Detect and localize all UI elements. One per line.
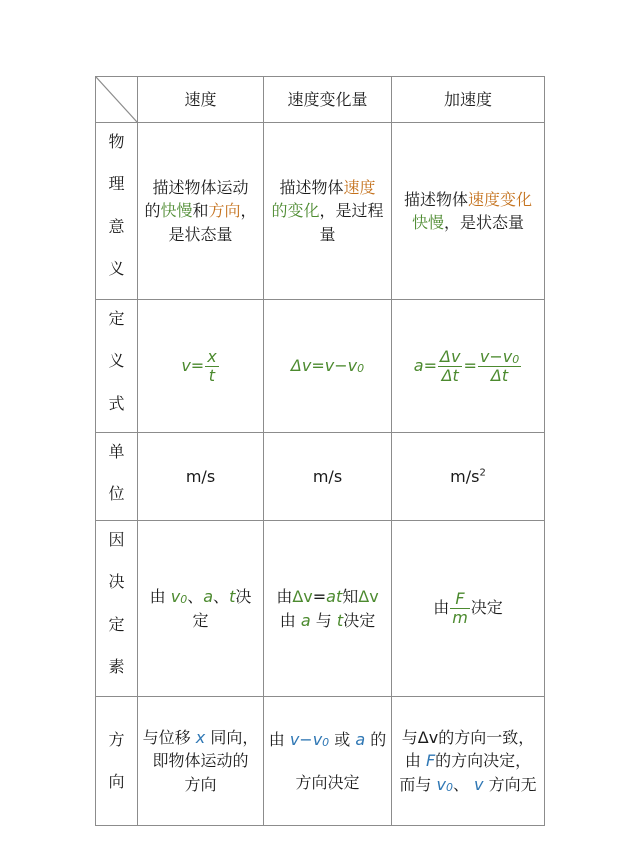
text: 的: [144, 201, 161, 221]
cell-acceleration-factor: [392, 521, 545, 697]
variable-text: Δv: [358, 587, 379, 607]
numerator: x: [207, 346, 217, 366]
text: 、: [187, 587, 204, 607]
text: 、: [452, 774, 469, 794]
label-char: 定: [108, 614, 125, 634]
denominator: Δt: [490, 365, 509, 385]
cell-velocity-change-formula: [264, 300, 392, 433]
formula-text: Δv=v−v: [290, 356, 358, 376]
unit-text: m/s: [450, 466, 480, 486]
row-label-definition: [96, 300, 138, 433]
text: 与位移: [142, 728, 191, 748]
cell-velocity-change-direction: [264, 697, 392, 826]
label-char: 方: [108, 729, 125, 749]
text: 量: [319, 224, 336, 244]
subscript: 0: [445, 780, 453, 794]
highlight-text: 快慢: [411, 213, 444, 232]
row-decisive-factor: [96, 521, 545, 697]
text: 方向无: [488, 774, 537, 794]
text: 或: [334, 729, 351, 749]
header-velocity-change: 速度变化量: [264, 77, 392, 123]
text: 描述物体: [403, 189, 468, 209]
subscript: 0: [322, 735, 330, 749]
cell-acceleration-meaning: [392, 123, 545, 300]
variable-text: v: [436, 774, 446, 794]
variable-text: t: [229, 587, 236, 607]
highlight-text: 方向: [208, 201, 241, 221]
row-physical-meaning: [96, 123, 545, 300]
text: 由: [433, 598, 450, 617]
text: ，: [240, 201, 257, 221]
highlight-text: 速度变化: [468, 189, 533, 209]
variable-text: t: [336, 610, 344, 630]
formula-text: a=: [413, 355, 438, 375]
variable-text: a: [355, 729, 366, 749]
label-char: 决: [108, 572, 125, 592]
diagonal-corner-cell: [96, 77, 138, 123]
label-char: 单: [108, 442, 125, 461]
subscript: 0: [180, 593, 188, 607]
denominator: t: [208, 365, 216, 385]
label-char: 义: [108, 259, 125, 279]
text: 即物体运动的: [152, 751, 249, 771]
cell-velocity-formula: [138, 300, 264, 433]
label-char: 意: [108, 216, 125, 236]
text: 决: [235, 587, 252, 607]
text: 、: [213, 587, 230, 607]
text: 而与: [399, 774, 432, 794]
label-char: 理: [108, 174, 125, 194]
cell-velocity-change-unit: m/s: [264, 433, 392, 521]
label-char: 物: [108, 132, 125, 151]
label-char: 因: [108, 530, 125, 549]
cell-velocity-change-meaning: [264, 123, 392, 300]
header-acceleration: 加速度: [392, 77, 545, 123]
text: 定: [192, 610, 209, 630]
cell-acceleration-formula: [392, 300, 545, 433]
label-char: 定: [108, 309, 125, 328]
text: ，是过程: [319, 201, 384, 221]
text: 与: [401, 728, 418, 748]
text: 是状态量: [168, 224, 233, 244]
text: ，是状态量: [444, 213, 525, 232]
variable-text: v: [474, 774, 484, 794]
text: 描述物体: [279, 178, 344, 198]
row-label-direction: [96, 697, 138, 826]
variable-text: Δv: [292, 587, 313, 607]
label-char: 义: [108, 351, 125, 371]
cell-velocity-meaning: [138, 123, 264, 300]
numerator: F: [450, 591, 470, 609]
row-definition-formula: [96, 300, 545, 433]
label-char: 素: [108, 657, 125, 677]
text: 由: [404, 751, 421, 771]
text: 知: [342, 587, 359, 607]
text: 方向: [184, 774, 217, 794]
label-char: 位: [108, 484, 125, 504]
text: 决定: [470, 598, 503, 617]
header-row: [96, 77, 545, 123]
text: 的方向决定，: [435, 751, 532, 771]
text: 由: [276, 587, 293, 607]
row-label-decisive-factor: [96, 521, 138, 697]
variable-text: a: [300, 610, 311, 630]
row-label-unit: [96, 433, 138, 521]
subscript: 0: [512, 352, 520, 366]
fraction: [205, 346, 218, 385]
fraction: [450, 591, 470, 626]
cell-acceleration-direction: [392, 697, 545, 826]
row-label-physical-meaning: [96, 123, 138, 300]
label-char: 式: [108, 393, 125, 413]
fraction: [478, 346, 521, 385]
variable-text: v: [170, 587, 181, 607]
highlight-text: 的变化: [271, 201, 320, 221]
numerator: v−v: [479, 346, 513, 366]
variable-text: x: [195, 728, 206, 748]
variable-text: Δv: [417, 728, 439, 748]
formula-text: =: [463, 355, 477, 375]
denominator: Δt: [441, 365, 459, 385]
row-unit: [96, 433, 545, 521]
variable-text: F: [425, 751, 436, 771]
variable-text: v−v: [289, 729, 323, 749]
text: 由: [279, 610, 296, 630]
row-direction: [96, 697, 545, 826]
header-velocity: 速度: [138, 77, 264, 123]
text: 和: [192, 201, 209, 221]
numerator: Δv: [440, 346, 461, 366]
text: 决定: [343, 610, 376, 630]
variable-text: at: [326, 587, 343, 607]
highlight-text: 速度: [343, 178, 376, 198]
highlight-text: 快慢: [160, 201, 193, 221]
text: 的: [370, 729, 387, 749]
cell-velocity-direction: [138, 697, 264, 826]
subscript: 0: [357, 362, 365, 376]
diagonal-line-icon: [96, 77, 137, 122]
text: 由: [149, 587, 166, 607]
text: 由: [268, 729, 285, 749]
fraction: [438, 346, 462, 385]
text: 的方向一致，: [438, 728, 535, 748]
text: =: [312, 587, 327, 607]
label-char: 向: [108, 772, 125, 791]
formula-text: v=: [181, 355, 205, 375]
text: 同向，: [210, 728, 259, 748]
text: 与: [315, 610, 332, 630]
cell-velocity-factor: [138, 521, 264, 697]
cell-velocity-change-factor: [264, 521, 392, 697]
cell-velocity-unit: m/s: [138, 433, 264, 521]
text: 描述物体运动: [152, 178, 249, 198]
denominator: m: [452, 608, 468, 627]
superscript: 2: [479, 467, 486, 479]
cell-acceleration-unit: [392, 433, 545, 521]
variable-text: a: [203, 587, 214, 607]
text: 方向决定: [295, 773, 360, 792]
comparison-table: [95, 76, 545, 826]
